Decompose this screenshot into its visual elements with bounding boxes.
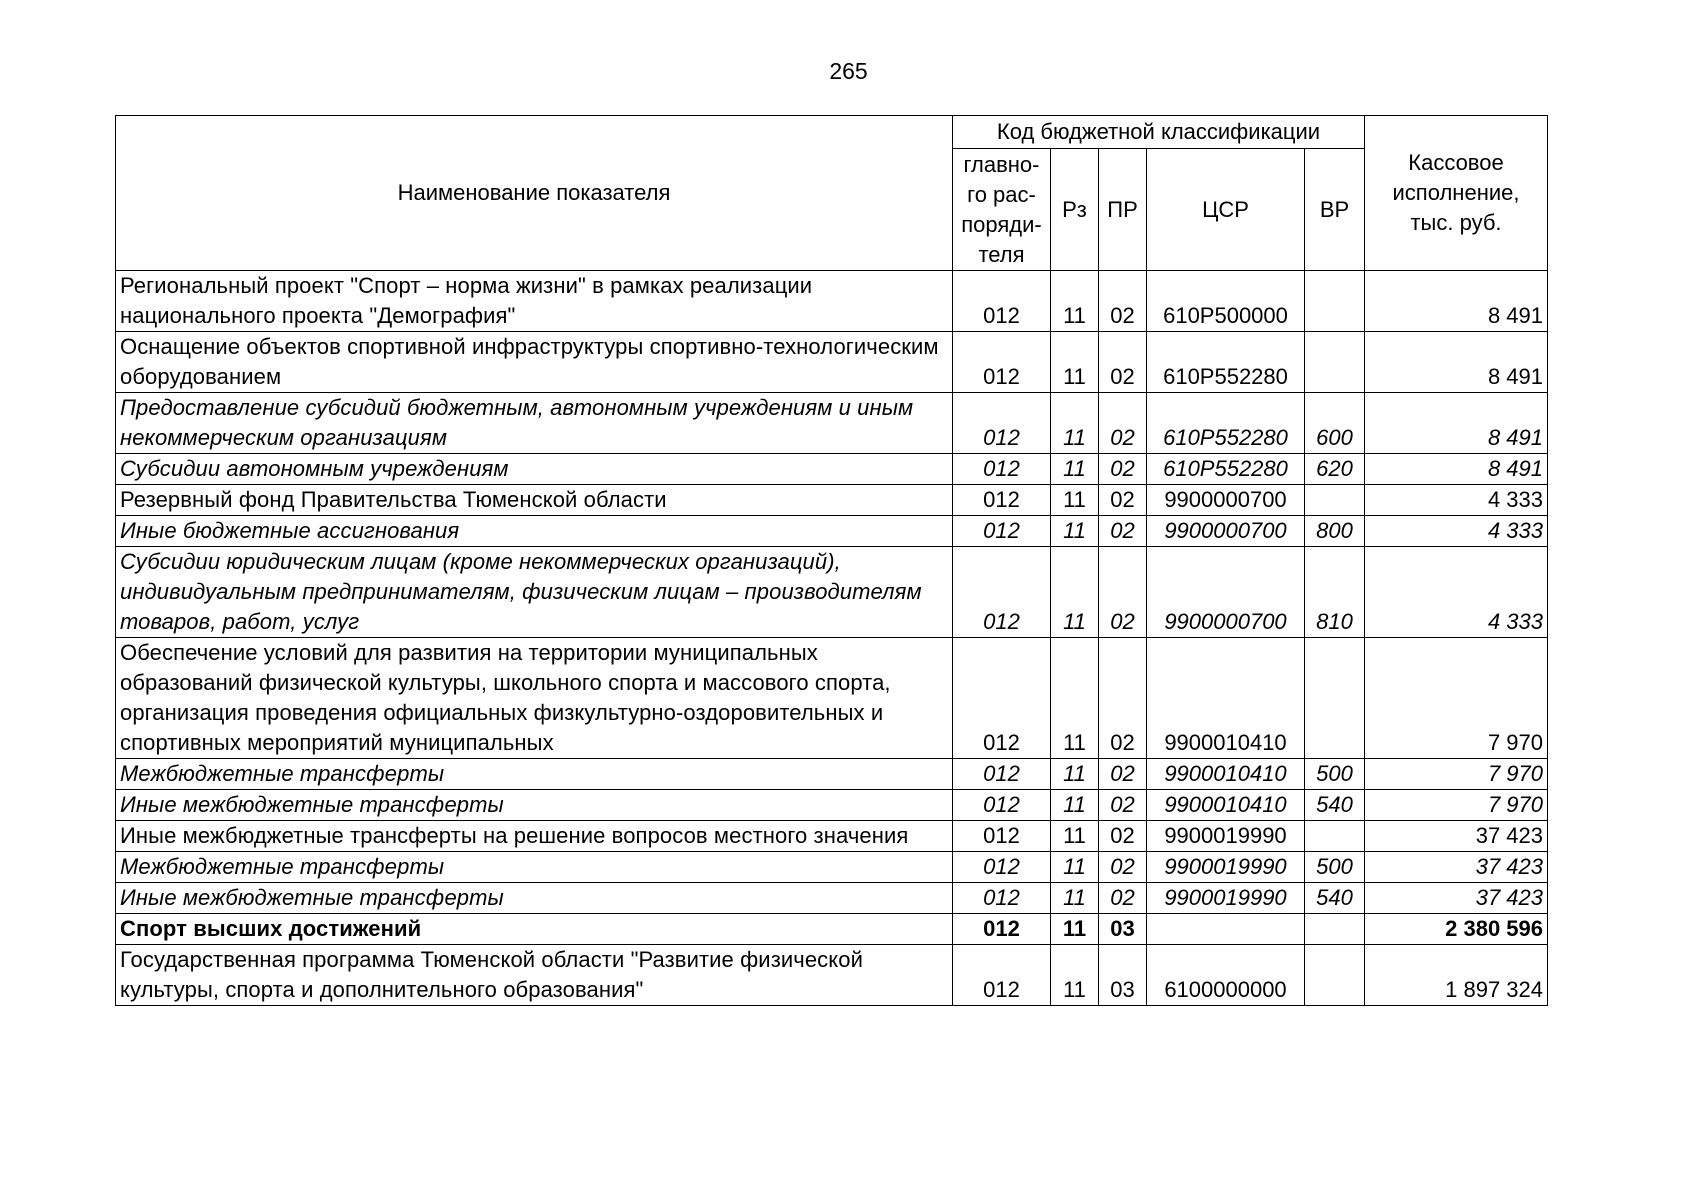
cell-grbs: 012 — [953, 638, 1051, 759]
table-row — [116, 547, 1548, 638]
cell-rz: 11 — [1051, 883, 1099, 914]
column-header-grbs: главно-го рас-поряди-теля — [953, 149, 1051, 271]
cell-vr: 500 — [1305, 852, 1365, 883]
cell-amount: 7 970 — [1365, 790, 1548, 821]
cell-pr: 02 — [1099, 547, 1147, 638]
cell-vr: 600 — [1305, 393, 1365, 454]
cell-vr — [1305, 638, 1365, 759]
column-header-rz: Рз — [1051, 149, 1099, 271]
cell-grbs: 012 — [953, 821, 1051, 852]
cell-name: Межбюджетные трансферты — [116, 852, 953, 883]
cell-grbs: 012 — [953, 883, 1051, 914]
cell-csr: 9900019990 — [1147, 821, 1305, 852]
cell-rz: 11 — [1051, 393, 1099, 454]
cell-rz: 11 — [1051, 945, 1099, 1006]
cell-name: Предоставление субсидий бюджетным, автономным учреждениям и иным некоммерческим организациям — [116, 393, 953, 454]
cell-csr: 9900010410 — [1147, 759, 1305, 790]
cell-vr: 500 — [1305, 759, 1365, 790]
cell-rz: 11 — [1051, 332, 1099, 393]
table-row — [116, 821, 1548, 852]
cell-amount: 8 491 — [1365, 332, 1548, 393]
cell-grbs: 012 — [953, 914, 1051, 945]
cell-grbs: 012 — [953, 759, 1051, 790]
cell-rz: 11 — [1051, 485, 1099, 516]
page-number: 265 — [829, 58, 868, 84]
cell-vr: 540 — [1305, 883, 1365, 914]
cell-pr: 02 — [1099, 485, 1147, 516]
cell-grbs: 012 — [953, 485, 1051, 516]
cell-vr: 810 — [1305, 547, 1365, 638]
cell-vr — [1305, 914, 1365, 945]
cell-pr: 02 — [1099, 883, 1147, 914]
cell-pr: 02 — [1099, 759, 1147, 790]
cell-name: Иные межбюджетные трансферты на решение вопросов местного значения — [116, 821, 953, 852]
cell-vr — [1305, 485, 1365, 516]
cell-rz: 11 — [1051, 547, 1099, 638]
cell-csr: 9900010410 — [1147, 638, 1305, 759]
cell-vr — [1305, 945, 1365, 1006]
cell-pr: 03 — [1099, 945, 1147, 1006]
cell-amount: 7 970 — [1365, 638, 1548, 759]
table-row — [116, 638, 1548, 759]
cell-rz: 11 — [1051, 759, 1099, 790]
cell-rz: 11 — [1051, 821, 1099, 852]
cell-name: Субсидии автономным учреждениям — [116, 454, 953, 485]
cell-vr: 620 — [1305, 454, 1365, 485]
budget-table — [115, 115, 1548, 1006]
cell-amount: 7 970 — [1365, 759, 1548, 790]
cell-vr: 540 — [1305, 790, 1365, 821]
cell-csr: 6100000000 — [1147, 945, 1305, 1006]
cell-rz: 11 — [1051, 852, 1099, 883]
column-header-name: Наименование показателя — [116, 116, 953, 271]
cell-name: Оснащение объектов спортивной инфраструктуры спортивно-технологическим оборудованием — [116, 332, 953, 393]
cell-pr: 02 — [1099, 271, 1147, 332]
cell-csr: 610P552280 — [1147, 332, 1305, 393]
cell-name: Государственная программа Тюменской области "Развитие физической культуры, спорта и дополнительного образования" — [116, 945, 953, 1006]
cell-csr — [1147, 914, 1305, 945]
table-row — [116, 945, 1548, 1006]
cell-vr — [1305, 271, 1365, 332]
cell-pr: 02 — [1099, 516, 1147, 547]
cell-amount: 2 380 596 — [1365, 914, 1548, 945]
cell-rz: 11 — [1051, 914, 1099, 945]
cell-pr: 02 — [1099, 638, 1147, 759]
table-body — [116, 271, 1548, 1006]
cell-grbs: 012 — [953, 945, 1051, 1006]
cell-grbs: 012 — [953, 852, 1051, 883]
column-header-csr: ЦСР — [1147, 149, 1305, 271]
cell-rz: 11 — [1051, 790, 1099, 821]
table-row — [116, 332, 1548, 393]
cell-csr: 9900000700 — [1147, 516, 1305, 547]
cell-amount: 4 333 — [1365, 547, 1548, 638]
column-header-amount: Кассовое исполнение, тыс. руб. — [1365, 116, 1548, 271]
cell-name: Региональный проект "Спорт – норма жизни" в рамках реализации национального проекта "Демография" — [116, 271, 953, 332]
cell-grbs: 012 — [953, 271, 1051, 332]
cell-csr: 9900000700 — [1147, 547, 1305, 638]
cell-pr: 02 — [1099, 393, 1147, 454]
table-header — [116, 116, 1548, 271]
cell-csr: 9900010410 — [1147, 790, 1305, 821]
cell-pr: 02 — [1099, 821, 1147, 852]
cell-grbs: 012 — [953, 790, 1051, 821]
cell-name: Спорт высших достижений — [116, 914, 953, 945]
cell-grbs: 012 — [953, 547, 1051, 638]
column-header-vr: ВР — [1305, 149, 1365, 271]
cell-amount: 4 333 — [1365, 485, 1548, 516]
cell-csr: 9900019990 — [1147, 852, 1305, 883]
table-row — [116, 914, 1548, 945]
cell-grbs: 012 — [953, 393, 1051, 454]
cell-pr: 02 — [1099, 454, 1147, 485]
cell-name: Иные межбюджетные трансферты — [116, 883, 953, 914]
table-row — [116, 790, 1548, 821]
table-row — [116, 393, 1548, 454]
cell-rz: 11 — [1051, 271, 1099, 332]
cell-pr: 03 — [1099, 914, 1147, 945]
column-header-pr: ПР — [1099, 149, 1147, 271]
cell-name: Обеспечение условий для развития на территории муниципальных образований физической культуры, школьного спорта и массового спорта, организация проведения официальных физкультурно-оздоровительных и спортивных мероприятий муниципальных — [116, 638, 953, 759]
cell-amount: 37 423 — [1365, 852, 1548, 883]
cell-pr: 02 — [1099, 852, 1147, 883]
cell-pr: 02 — [1099, 790, 1147, 821]
cell-pr: 02 — [1099, 332, 1147, 393]
cell-rz: 11 — [1051, 454, 1099, 485]
cell-grbs: 012 — [953, 454, 1051, 485]
column-group-header-codes: Код бюджетной классификации — [953, 116, 1365, 149]
cell-amount: 1 897 324 — [1365, 945, 1548, 1006]
table-row — [116, 271, 1548, 332]
table-row — [116, 516, 1548, 547]
cell-amount: 37 423 — [1365, 821, 1548, 852]
table-row — [116, 852, 1548, 883]
cell-name: Резервный фонд Правительства Тюменской области — [116, 485, 953, 516]
cell-vr — [1305, 332, 1365, 393]
cell-rz: 11 — [1051, 638, 1099, 759]
cell-name: Иные межбюджетные трансферты — [116, 790, 953, 821]
cell-vr: 800 — [1305, 516, 1365, 547]
cell-grbs: 012 — [953, 516, 1051, 547]
table-row — [116, 883, 1548, 914]
cell-name: Межбюджетные трансферты — [116, 759, 953, 790]
cell-csr: 610P552280 — [1147, 393, 1305, 454]
cell-csr: 9900000700 — [1147, 485, 1305, 516]
cell-csr: 9900019990 — [1147, 883, 1305, 914]
cell-amount: 8 491 — [1365, 454, 1548, 485]
cell-csr: 610P552280 — [1147, 454, 1305, 485]
cell-vr — [1305, 821, 1365, 852]
cell-csr: 610P500000 — [1147, 271, 1305, 332]
cell-amount: 8 491 — [1365, 271, 1548, 332]
table-row — [116, 759, 1548, 790]
cell-grbs: 012 — [953, 332, 1051, 393]
cell-amount: 4 333 — [1365, 516, 1548, 547]
cell-amount: 37 423 — [1365, 883, 1548, 914]
cell-rz: 11 — [1051, 516, 1099, 547]
table-row — [116, 454, 1548, 485]
cell-amount: 8 491 — [1365, 393, 1548, 454]
cell-name: Иные бюджетные ассигнования — [116, 516, 953, 547]
table-row — [116, 485, 1548, 516]
cell-name: Субсидии юридическим лицам (кроме некоммерческих организаций), индивидуальным предпринимателям, физическим лицам – производителям товаров, работ, услуг — [116, 547, 953, 638]
